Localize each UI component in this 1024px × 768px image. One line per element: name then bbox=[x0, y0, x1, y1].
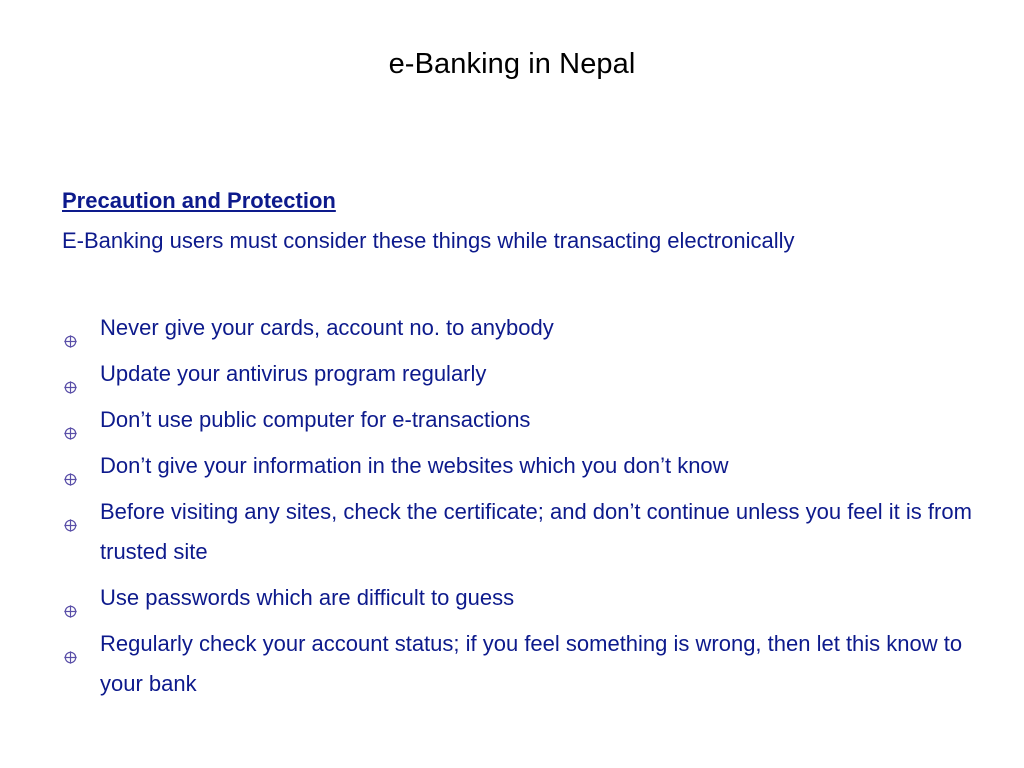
section-intro: E-Banking users must consider these things while transacting electronically bbox=[62, 228, 795, 253]
bullet-text: Don’t use public computer for e-transactions bbox=[100, 407, 531, 432]
section-heading: Precaution and Protection bbox=[62, 188, 336, 213]
slide-title: e-Banking in Nepal bbox=[388, 48, 636, 80]
precaution-section bbox=[62, 185, 982, 257]
bullet-text: Before visiting any sites, check the certificate; and don’t continue unless you feel it is from trusted site bbox=[100, 499, 972, 564]
crosshair-circle-icon bbox=[64, 591, 77, 604]
bullet-item bbox=[62, 578, 972, 618]
crosshair-circle-icon bbox=[64, 505, 77, 518]
bullet-item bbox=[62, 400, 972, 440]
bullet-item bbox=[62, 308, 972, 348]
bullet-item bbox=[62, 624, 972, 704]
crosshair-circle-icon bbox=[64, 459, 77, 472]
bullet-item bbox=[62, 446, 972, 486]
bullet-item bbox=[62, 492, 972, 572]
bullet-text: Don’t give your information in the websites which you don’t know bbox=[100, 453, 729, 478]
bullet-text: Regularly check your account status; if you feel something is wrong, then let this know to your bank bbox=[100, 631, 963, 696]
crosshair-circle-icon bbox=[64, 413, 77, 426]
bullet-text: Use passwords which are difficult to guess bbox=[100, 585, 515, 610]
bullet-item bbox=[62, 354, 972, 394]
crosshair-circle-icon bbox=[64, 321, 77, 334]
crosshair-circle-icon bbox=[64, 367, 77, 380]
bullet-list bbox=[62, 308, 972, 710]
crosshair-circle-icon bbox=[64, 637, 77, 650]
bullet-text: Update your antivirus program regularly bbox=[100, 361, 487, 386]
bullet-text: Never give your cards, account no. to anybody bbox=[100, 315, 554, 340]
